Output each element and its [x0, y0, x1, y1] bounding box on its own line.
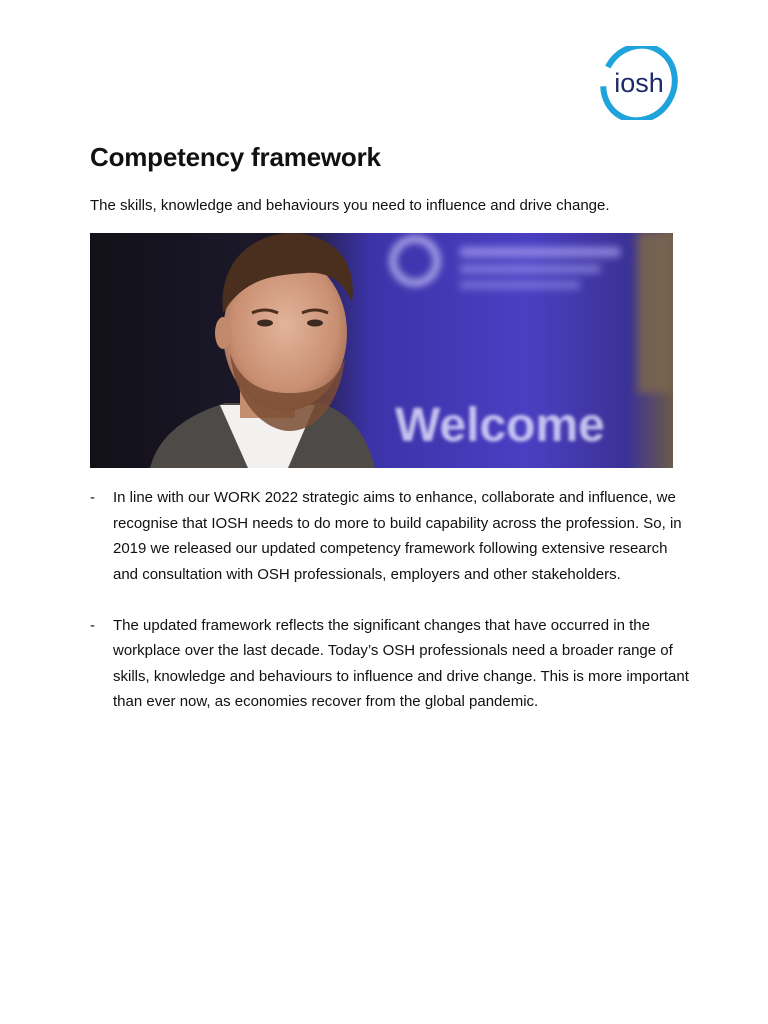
bullet-text: In line with our WORK 2022 strategic aims to enhance, collaborate and influence, we recognise that IOSH needs to do more to build capability across the profession. So, in 2019 we released our updated competency framework following extensive research and consultation with OSH professionals, employers and other stakeholders. [113, 489, 682, 583]
iosh-logo [598, 46, 680, 120]
bullet-marker: - [90, 616, 95, 634]
hero-photo [90, 233, 673, 468]
bullet-list [90, 485, 690, 740]
banner-welcome-text: Welcome [395, 399, 605, 452]
bullet-marker: - [90, 489, 95, 506]
page-subtitle: The skills, knowledge and behaviours you need to influence and drive change. [90, 197, 610, 214]
list-item [90, 485, 690, 587]
bullet-text: The updated framework reflects the significant changes that have occurred in the workplace over the last decade. Today’s OSH professionals need a broader range of skills, knowledge and behaviours to influence and drive change. This is more important than ever now, as economies recover from the global pandemic. [113, 616, 689, 710]
logo-text: iosh [614, 68, 664, 98]
page-title: Competency framework [90, 142, 381, 172]
list-item [90, 613, 690, 715]
